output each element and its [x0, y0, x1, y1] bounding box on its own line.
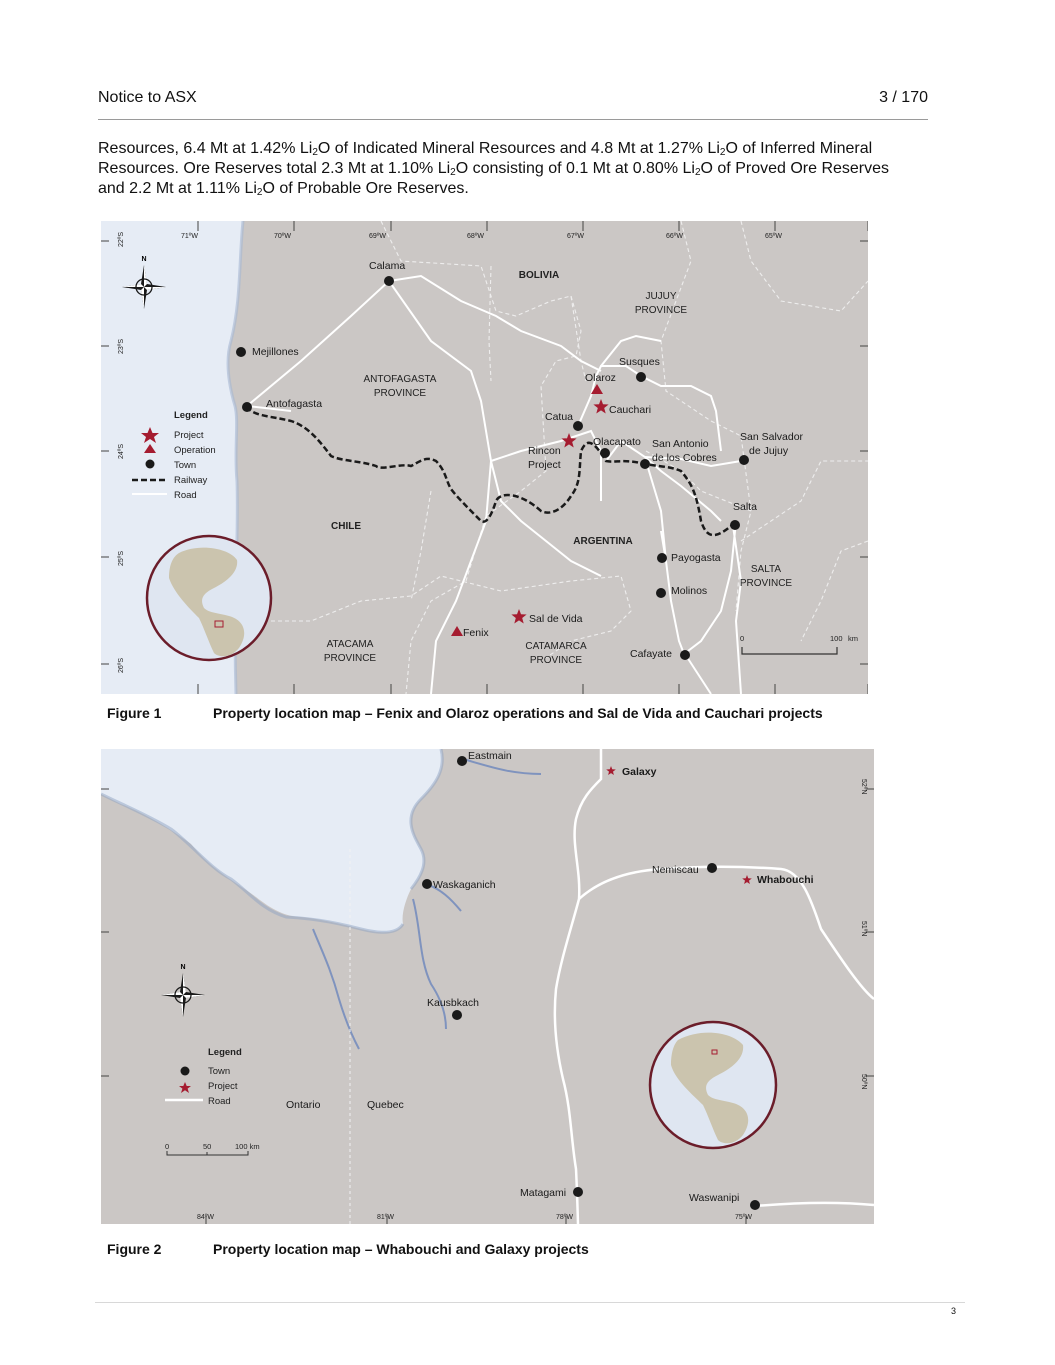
lat-label: 23ºS — [118, 338, 125, 354]
town-marker — [236, 347, 246, 357]
scale-end: 100 — [830, 634, 843, 643]
town-marker — [636, 372, 646, 382]
region-jujuy-2: PROVINCE — [634, 305, 688, 316]
lat-label: 24ºS — [118, 443, 125, 459]
town-molinos: Molinos — [671, 585, 708, 597]
town-salta: Salta — [733, 501, 757, 513]
paragraph-line — [98, 139, 960, 159]
subscript: 2 — [312, 147, 318, 158]
town-susques: Susques — [619, 356, 660, 368]
scale-unit: km — [848, 634, 858, 643]
region-atacama-1: ATACAMA — [326, 639, 374, 650]
page-number: 3 — [951, 1306, 957, 1316]
footer-divider — [95, 1302, 965, 1303]
region-jujuy-1: JUJUY — [645, 291, 677, 302]
lon-label: 78ºW — [556, 1214, 573, 1221]
town-marker — [384, 276, 394, 286]
town-waskaganich: Waskaganich — [433, 879, 496, 891]
text-run: Resources. Ore Reserves total 2.3 Mt at 1.10% Li — [98, 160, 451, 177]
globe-inset — [650, 1022, 776, 1148]
lon-label: 69ºW — [369, 233, 386, 240]
paragraph-line — [98, 159, 960, 179]
town-olacapato: Olacapato — [593, 436, 641, 448]
header-page-count: 3 / 170 — [879, 89, 928, 106]
scale-start: 0 — [740, 634, 745, 643]
lon-label: 84ºW — [197, 1214, 214, 1221]
compass-north: N — [180, 964, 186, 971]
lon-label: 71ºW — [181, 233, 198, 240]
legend-item: Town — [208, 1066, 231, 1077]
town-eastmain: Eastmain — [468, 750, 512, 762]
legend-item: Road — [208, 1096, 231, 1107]
town-payogasta: Payogasta — [671, 552, 721, 564]
subscript: 2 — [256, 187, 263, 198]
legend-item: Project — [208, 1081, 238, 1092]
town-marker — [750, 1200, 760, 1210]
lon-label: 68ºW — [467, 233, 484, 240]
body-paragraph — [98, 139, 960, 199]
town-marker — [457, 756, 467, 766]
legend-title: Legend — [174, 410, 208, 421]
region-catamarca-1: CATAMARCA — [525, 641, 587, 652]
town-marker — [707, 863, 717, 873]
operation-olaroz: Olaroz — [585, 372, 616, 384]
town-marker — [656, 588, 666, 598]
lat-label: 26ºS — [118, 657, 125, 673]
compass-north: N — [141, 256, 147, 263]
scale-end: 100 km — [235, 1142, 260, 1151]
region-atacama-2: PROVINCE — [323, 653, 377, 664]
text-run: Resources, 6.4 Mt at 1.42% Li — [98, 140, 313, 157]
lon-label: 66ºW — [666, 233, 683, 240]
project-galaxy: Galaxy — [622, 766, 657, 778]
lon-label: 65ºW — [765, 233, 782, 240]
globe-inset — [147, 536, 271, 660]
subscript: 2 — [694, 167, 701, 178]
region-antofagasta-2: PROVINCE — [373, 388, 427, 399]
operation-fenix: Fenix — [463, 627, 489, 639]
figure2-map — [101, 749, 874, 1224]
town-catua: Catua — [545, 411, 574, 423]
figure2-label: Figure 2 — [107, 1241, 162, 1257]
lat-label: 51ºN — [860, 921, 867, 937]
legend-item: Town — [174, 460, 197, 471]
town-san-antonio-2: de los Cobres — [652, 452, 717, 464]
figure1-caption — [107, 705, 823, 721]
region-bolivia: BOLIVIA — [518, 270, 560, 281]
town-dot-icon — [146, 460, 155, 469]
project-whabouchi: Whabouchi — [757, 874, 814, 886]
figure1-label: Figure 1 — [107, 705, 162, 721]
town-marker — [657, 553, 667, 563]
town-antofagasta: Antofagasta — [266, 398, 323, 410]
project-cauchari: Cauchari — [609, 404, 652, 416]
figure2-caption — [107, 1241, 589, 1257]
lon-label: 67ºW — [567, 233, 584, 240]
region-chile: CHILE — [331, 521, 361, 532]
town-mejillones: Mejillones — [252, 346, 299, 358]
figure2-caption-text: Property location map – Whabouchi and Galaxy projects — [213, 1241, 589, 1257]
town-marker — [730, 520, 740, 530]
town-marker — [242, 402, 252, 412]
project-rincon-2: Project — [528, 459, 561, 471]
region-argentina: ARGENTINA — [573, 536, 633, 547]
town-san-antonio-1: San Antonio — [652, 438, 709, 450]
town-marker — [422, 879, 432, 889]
region-salta-1: SALTA — [750, 564, 782, 575]
town-marker — [680, 650, 690, 660]
region-salta-2: PROVINCE — [739, 578, 793, 589]
text-run: O of Proved Ore Reserves — [700, 160, 890, 177]
project-rincon-1: Rincon — [528, 445, 561, 457]
region-catamarca-2: PROVINCE — [529, 655, 583, 666]
legend-item: Road — [174, 490, 197, 501]
town-nemiscau: Nemiscau — [652, 864, 699, 876]
town-marker — [573, 1187, 583, 1197]
text-run: and 2.2 Mt at 1.11% Li — [98, 180, 257, 197]
text-run: O consisting of 0.1 Mt at 0.80% Li — [455, 160, 695, 177]
town-san-salvador-1: San Salvador — [740, 431, 804, 443]
legend-item: Project — [174, 430, 204, 441]
subscript: 2 — [450, 167, 456, 178]
town-san-salvador-2: de Jujuy — [749, 445, 789, 457]
scale-start: 0 — [165, 1142, 170, 1151]
lon-label: 70ºW — [274, 233, 291, 240]
text-run: O of Indicated Mineral Resources and 4.8 Mt at 1.27% Li — [317, 140, 720, 157]
town-dot-icon — [181, 1067, 190, 1076]
lon-label: 81ºW — [377, 1214, 394, 1221]
legend-item: Operation — [174, 445, 216, 456]
scale-mid: 50 — [203, 1142, 212, 1151]
paragraph-line — [98, 179, 960, 199]
legend-item: Railway — [174, 475, 208, 486]
lat-label: 52ºN — [860, 779, 867, 795]
town-waswanipi: Waswanipi — [689, 1192, 740, 1204]
town-marker — [640, 459, 650, 469]
lon-label: 75ºW — [735, 1214, 752, 1221]
town-marker — [452, 1010, 462, 1020]
project-sal-de-vida: Sal de Vida — [529, 613, 583, 625]
province-ontario: Ontario — [286, 1099, 321, 1111]
town-matagami: Matagami — [520, 1187, 567, 1199]
page-header — [98, 89, 928, 120]
town-marker — [739, 455, 749, 465]
lat-label: 25ºS — [118, 550, 125, 566]
figure1-map — [101, 221, 868, 694]
lat-label: 22ºS — [118, 231, 125, 247]
legend-title: Legend — [208, 1047, 242, 1058]
header-title: Notice to ASX — [98, 89, 197, 106]
figure1-caption-text: Property location map – Fenix and Olaroz operations and Sal de Vida and Cauchari projects — [213, 705, 823, 721]
town-cafayate: Cafayate — [630, 648, 673, 660]
town-marker — [600, 448, 610, 458]
text-run: O of Probable Ore Reserves. — [262, 180, 469, 197]
subscript: 2 — [719, 147, 726, 158]
town-kausbkach: Kausbkach — [427, 997, 479, 1009]
text-run: O of Inferred Mineral — [725, 140, 873, 157]
town-marker — [573, 421, 583, 431]
province-quebec: Quebec — [367, 1099, 404, 1111]
region-antofagasta-1: ANTOFAGASTA — [363, 374, 437, 385]
lat-label: 50ºN — [860, 1074, 867, 1090]
town-calama: Calama — [369, 260, 406, 272]
